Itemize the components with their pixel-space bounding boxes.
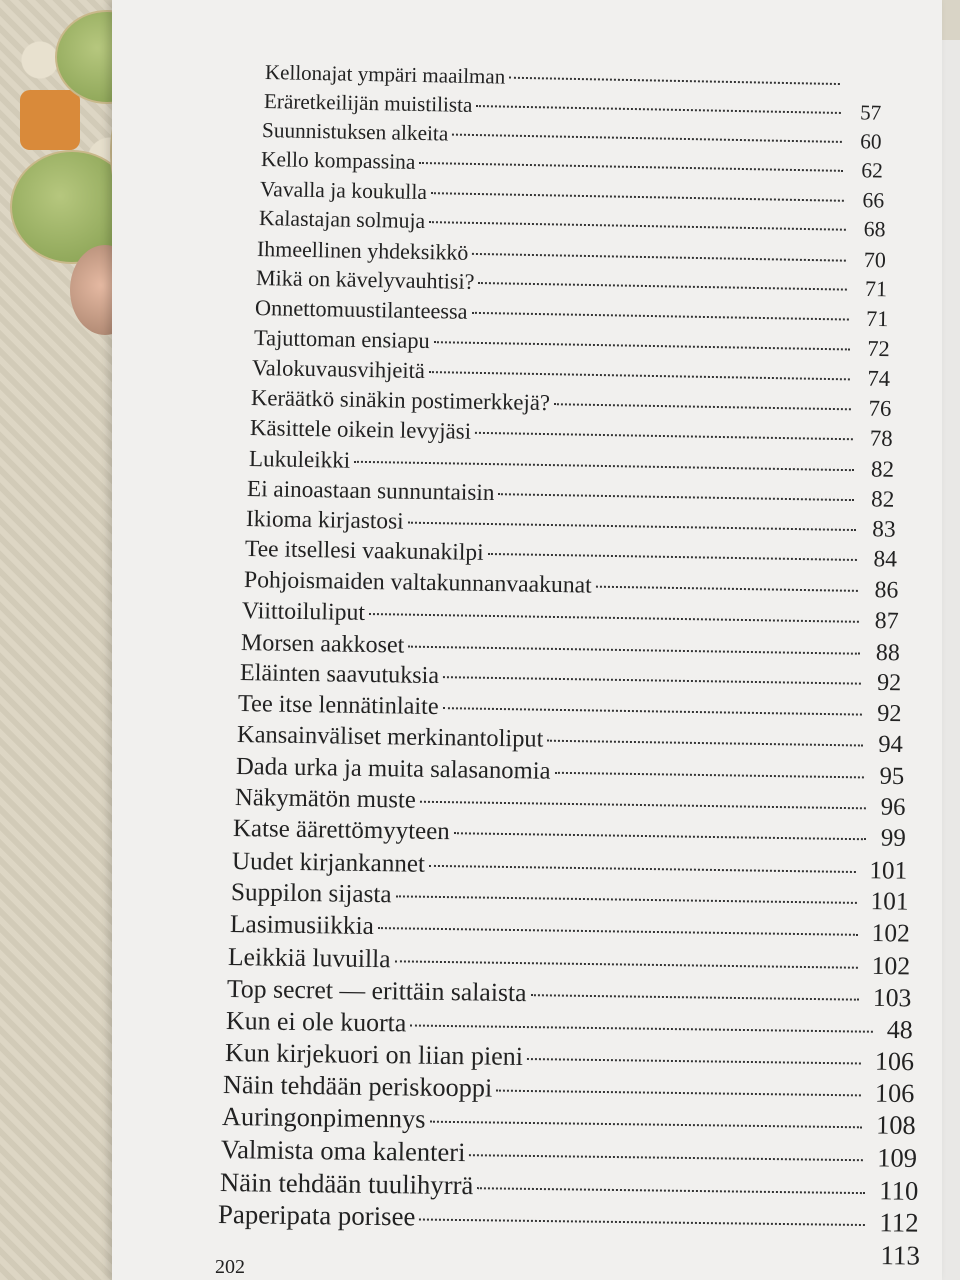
toc-entry-title: Tajuttoman ensiapu	[253, 324, 430, 354]
toc-entry-page: 76	[868, 395, 892, 421]
toc-leader-dots	[469, 1155, 863, 1162]
toc-entry-title: Keräätkö sinäkin postimerkkejä?	[250, 384, 551, 415]
toc-entry-title: Suppilon sijasta	[230, 878, 392, 909]
toc-leader-dots	[369, 613, 859, 623]
toc-entry-title: Uudet kirjankannet	[231, 847, 426, 878]
toc-entry-title: Lukuleikki	[248, 445, 350, 473]
toc-entry-title: Paperipata porisee	[218, 1199, 416, 1232]
toc-leader-dots	[429, 371, 850, 380]
toc-entry-page: 72	[866, 335, 890, 362]
toc-leader-dots	[476, 105, 841, 114]
toc-leader-dots	[477, 1187, 865, 1194]
toc-leader-dots	[378, 927, 858, 936]
toc-leader-dots	[471, 312, 848, 321]
toc-entry-page: 57	[859, 100, 882, 125]
toc-leader-dots	[395, 960, 858, 968]
toc-entry-page: 106	[875, 1078, 915, 1108]
toc-leader-dots	[499, 493, 855, 501]
toc-entry-page: 110	[878, 1175, 919, 1206]
toc-entry-page: 71	[864, 276, 888, 302]
page-number: 202	[215, 1256, 245, 1278]
toc-leader-dots	[395, 896, 856, 905]
toc-entry-title: Kun kirjekuori on liian pieni	[224, 1037, 523, 1071]
toc-entry-page: 86	[873, 577, 899, 604]
toc-leader-dots	[429, 865, 856, 873]
toc-leader-dots	[420, 162, 843, 172]
toc-entry-title: Kun ei ole kuorta	[225, 1005, 407, 1038]
toc-entry-page: 96	[880, 793, 906, 821]
toc-leader-dots	[408, 645, 860, 654]
toc-entry-title: Viittoiluliput	[242, 597, 366, 626]
toc-entry-title: Top secret — erittäin salaista	[226, 973, 527, 1007]
toc-entry-page: 66	[862, 187, 885, 213]
toc-entry-page: 101	[870, 887, 909, 916]
toc-entry-title: Eräretkeilijän muistilista	[263, 89, 473, 118]
toc-leader-dots	[487, 553, 856, 561]
toc-entry-title: Valmista oma kalenteri	[220, 1134, 466, 1168]
toc-entry-title: Morsen aakkoset	[240, 629, 405, 659]
toc-entry-title: Mikä on kävelyvauhtisi?	[255, 265, 475, 295]
toc-leader-dots	[433, 341, 849, 350]
toc-entry-page: 92	[877, 700, 903, 728]
toc-entry-title: Lasimusiikkia	[229, 910, 374, 941]
toc-leader-dots	[479, 282, 848, 291]
toc-entry-page: 88	[875, 639, 901, 666]
toc-leader-dots	[509, 77, 840, 85]
toc-leader-dots	[554, 403, 851, 410]
toc-leader-dots	[410, 1024, 872, 1032]
toc-entry-page: 108	[876, 1110, 916, 1141]
toc-entry-title: Käsittele oikein levyjäsi	[249, 414, 472, 444]
toc-entry-page: 78	[869, 425, 893, 451]
toc-entry-page: 82	[870, 455, 894, 483]
toc-leader-dots	[420, 801, 866, 810]
toc-entry-page: 60	[860, 129, 883, 154]
toc-entry-title: Näin tehdään periskooppi	[223, 1069, 493, 1103]
toc-entry-title: Dada urka ja muita salasanomia	[235, 752, 551, 785]
toc-entry-page: 102	[871, 950, 911, 981]
toc-entry-title: Leikkiä luvuilla	[228, 941, 392, 974]
toc-entry-title: Ei ainoastaan sunnuntaisin	[247, 475, 495, 506]
toc-entry-title: Kellonajat ympäri maailman	[264, 60, 506, 89]
toc-entry-title: Näkymätön muste	[234, 783, 416, 814]
toc-entry-page: 74	[867, 365, 891, 391]
toc-leader-dots	[443, 677, 861, 685]
toc-leader-dots	[420, 1219, 866, 1227]
toc-entry-title: Pohjoismaiden valtakunnanvaakunat	[243, 567, 592, 599]
toc-leader-dots	[429, 221, 845, 231]
toc-entry-title: Katse äärettömyyteen	[233, 815, 451, 846]
embroidery-cutout	[20, 90, 80, 150]
toc-entry-title: Eläinten saavutuksia	[239, 659, 440, 690]
toc-entry-page: 106	[874, 1046, 914, 1076]
toc-entry-title: Ihmeellinen yhdeksikkö	[257, 235, 470, 265]
toc-entry-title: Ikioma kirjastosi	[245, 505, 404, 535]
toc-entry-title: Näin tehdään tuulihyrrä	[219, 1166, 473, 1200]
toc-entry-page: 112	[879, 1207, 920, 1239]
toc-leader-dots	[531, 994, 859, 1000]
toc-entry-page: 113	[880, 1240, 921, 1271]
toc-leader-dots	[431, 192, 844, 202]
toc-entry-page: 87	[874, 607, 900, 635]
toc-leader-dots	[595, 586, 858, 592]
toc-entry-title: Suunnistuksen alkeita	[262, 118, 450, 146]
toc-entry-page: 109	[876, 1142, 917, 1174]
toc-entry-title: Auringonpimennys	[221, 1102, 426, 1134]
toc-leader-dots	[548, 740, 863, 747]
toc-entry-page: 84	[873, 546, 897, 574]
toc-entry-page: 71	[865, 305, 889, 332]
toc-leader-dots	[408, 522, 856, 531]
toc-entry-title: Vavalla ja koukulla	[259, 176, 428, 204]
toc-leader-dots	[453, 134, 842, 143]
toc-entry-page: 103	[872, 982, 912, 1012]
toc-leader-dots	[554, 771, 864, 778]
toc-entry-title: Valokuvausvihjeitä	[252, 354, 426, 383]
toc-entry-page: 101	[869, 856, 908, 885]
toc-entry-page: 48	[886, 1014, 913, 1044]
toc-entry-title: Kello kompassina	[260, 147, 416, 175]
toc-entry-title: Onnettomuustilanteessa	[254, 295, 468, 324]
toc-entry-page: 92	[876, 669, 902, 697]
toc-entry-title: Tee itsellesi vaakunakilpi	[244, 536, 484, 567]
toc-leader-dots	[473, 253, 846, 262]
toc-entry-page: 95	[879, 762, 905, 790]
toc-leader-dots	[454, 833, 866, 841]
toc-leader-dots	[497, 1089, 862, 1096]
toc-entry-title: Tee itse lennätinlaite	[238, 690, 440, 721]
toc-entry-page: 82	[871, 485, 895, 513]
toc-entry-page: 83	[872, 516, 896, 543]
toc-leader-dots	[354, 461, 854, 471]
toc-entry-page: 102	[871, 919, 910, 948]
toc-leader-dots	[443, 708, 862, 716]
toc-leader-dots	[430, 1121, 863, 1129]
toc-entry-page: 94	[878, 731, 904, 759]
toc-entry-page: 62	[861, 158, 884, 184]
toc-entry-page: 99	[881, 824, 907, 853]
toc-leader-dots	[475, 432, 853, 440]
toc-entry-title: Kalastajan solmuja	[258, 206, 426, 234]
toc-entry-page: 68	[863, 217, 886, 242]
toc-entry-title: Kansainväliset merkinantoliput	[237, 721, 544, 754]
toc-leader-dots	[527, 1058, 861, 1064]
toc-entry-page: 70	[864, 246, 887, 273]
